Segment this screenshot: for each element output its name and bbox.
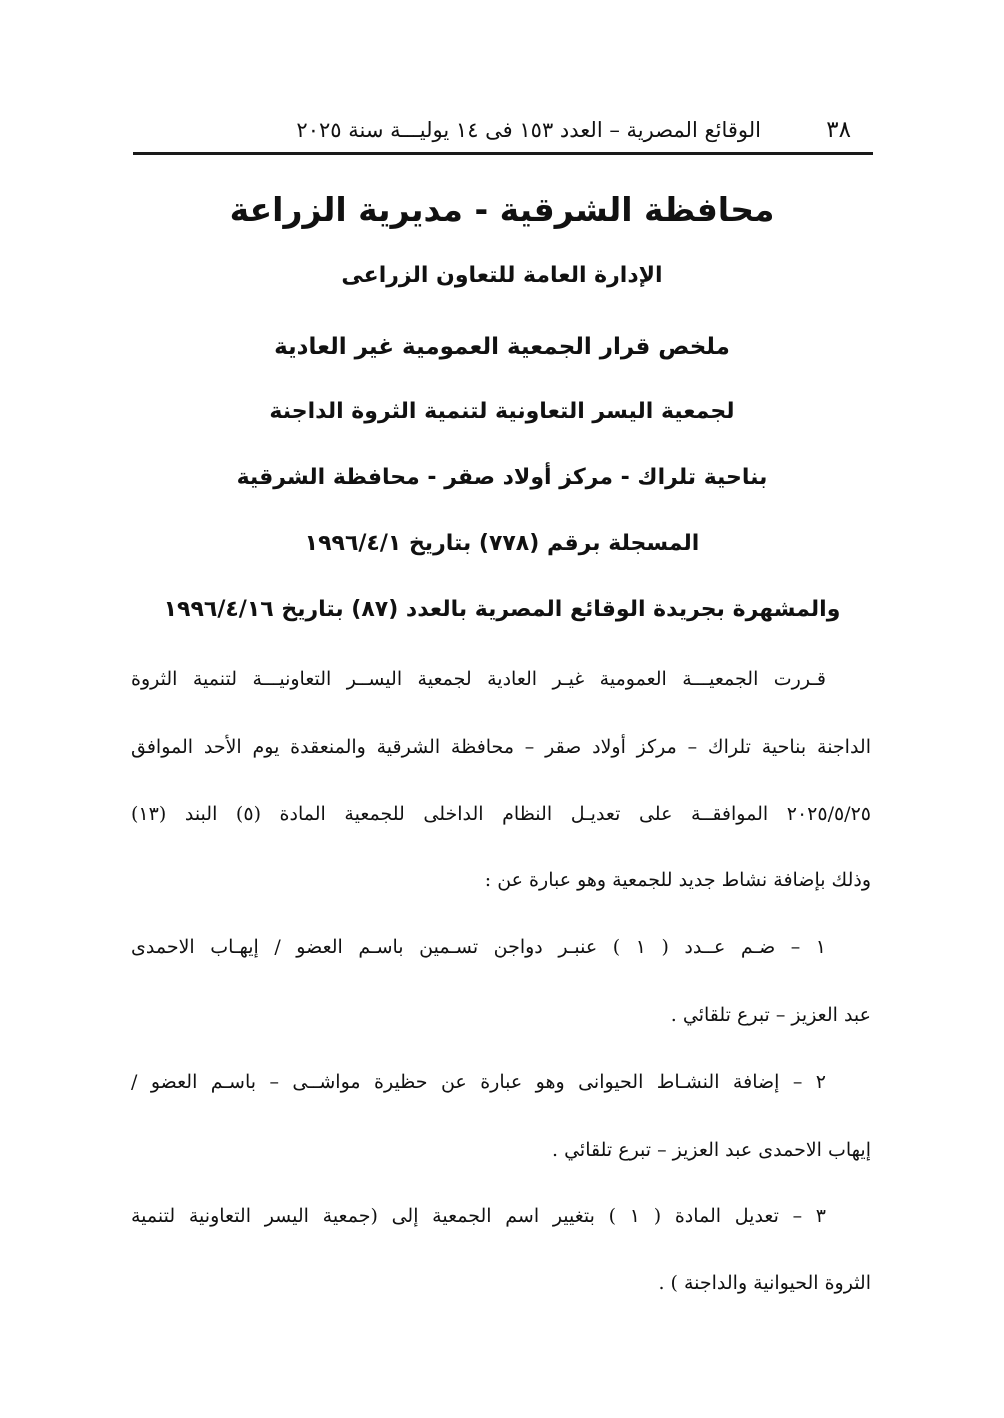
publication-info: والمشهرة بجريدة الوقائع المصرية بالعدد (٨٧) بتاريخ ١٩٩٦/٤/١٦ [163,597,841,622]
page-number: ٣٨ [826,117,851,143]
association-location: بناحية تلراك - مركز أولاد صقر - محافظة الشرقية [236,465,768,490]
running-title: الوقائع المصرية – العدد ١٥٣ فى ١٤ يوليـــة سنة ٢٠٢٥ [296,118,761,142]
running-header [133,112,873,155]
body-line: الداجنة بناحية تلراك – مركز أولاد صقر – محافظة الشرقية والمنعقدة يوم الأحد الموافق [131,736,871,758]
body-line: ٢ – إضافة النشـاط الحيوانى وهو عبارة عن حظيرة مواشــى – باسـم العضو / [131,1071,826,1093]
body-line: إيهاب الاحمدى عبد العزيز – تبرع تلقائي . [552,1139,871,1161]
body-line: ١ – ضـم عــدد ( ١ ) عنبـر دواجن تسـمين باسـم العضو / إيهـاب الاحمدى [131,936,827,958]
decision-summary-title: ملخص قرار الجمعية العمومية غير العادية [274,334,730,360]
body-line: وذلك بإضافة نشاط جديد للجمعية وهو عبارة عن : [484,869,871,891]
department-title: الإدارة العامة للتعاون الزراعى [341,263,663,288]
body-line: قـررت الجمعيـــة العمومية غيـر العادية لجمعية اليســر التعاونيـــة لتنمية الثروة [131,668,826,690]
body-line: ٣ – تعديل المادة ( ١ ) بتغيير اسم الجمعية إلى (جمعية اليسر التعاونية لتنمية [131,1205,826,1227]
body-line: الثروة الحيوانية والداجنة ) . [658,1272,871,1294]
body-line: ٢٠٢٥/٥/٢٥ الموافقــة على تعديـل النظام الداخلى للجمعية المادة (٥) البند (١٣) [131,803,871,825]
body-line: عبد العزيز – تبرع تلقائي . [670,1004,871,1026]
main-title: محافظة الشرقية - مديرية الزراعة [229,190,775,229]
association-name: لجمعية اليسر التعاونية لتنمية الثروة الداجنة [269,399,735,424]
registration-info: المسجلة برقم (٧٧٨) بتاريخ ١٩٩٦/٤/١ [304,531,700,556]
